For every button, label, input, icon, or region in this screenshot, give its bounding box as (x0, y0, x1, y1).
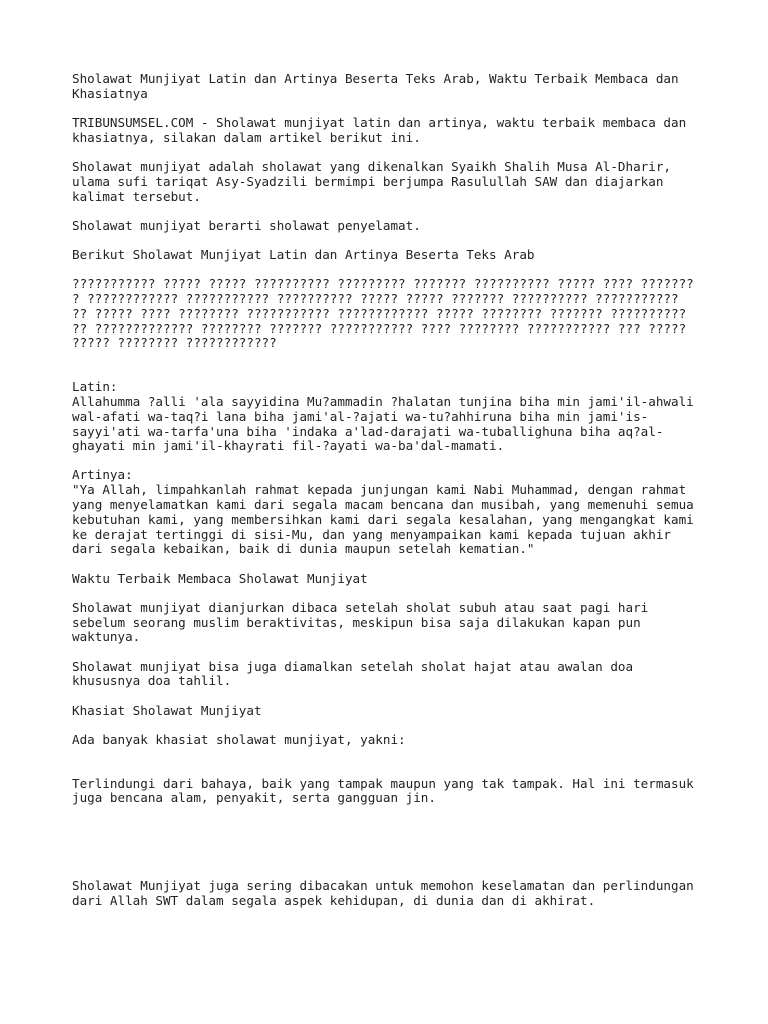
khasiat-item-1 (72, 777, 712, 807)
intro-paragraph (72, 116, 712, 146)
section-heading-latin: Berikut Sholawat Munjiyat Latin dan Artinya Beserta Teks Arab (72, 246, 535, 262)
text-line: dari segala kebaikan, baik di dunia maupun setelah kematian." (72, 541, 535, 557)
text-line: wal-afati wa-taq?i lana biha jami'al-?ajati wa-tu?ahhiruna biha min jami'is- (72, 408, 649, 424)
text-line: ????? ???????? ???????????? (72, 335, 277, 351)
text-line: Sholawat munjiyat bisa juga diamalkan setelah sholat hajat atau awalan doa (72, 658, 634, 674)
latin-label: Latin: (72, 379, 118, 395)
text-line: yang menyelamatkan kami dari segala macam bencana dan musibah, yang memenuhi semua (72, 497, 694, 513)
text-line: juga bencana alam, penyakit, serta gangguan jin. (72, 790, 436, 806)
khasiat-item-2 (72, 879, 712, 909)
text-line: waktunya. (72, 629, 141, 645)
text-line: TRIBUNSUMSEL.COM - Sholawat munjiyat latin dan artinya, waktu terbaik membaca dan (72, 114, 687, 130)
artinya-label: Artinya: (72, 467, 133, 483)
text-line: khususnya doa tahlil. (72, 673, 232, 689)
khasiat-intro: Ada banyak khasiat sholawat munjiyat, yakni: (72, 731, 406, 747)
document-page (72, 72, 712, 909)
definition-paragraph (72, 160, 712, 204)
waktu-paragraph-1 (72, 601, 712, 645)
text-line: Allahumma ?alli 'ala sayyidina Mu?ammadin ?halatan tunjina biha min jami'il-ahwali (72, 393, 694, 409)
section-heading-khasiat: Khasiat Sholawat Munjiyat (72, 702, 262, 718)
text-line: Sholawat Munjiyat juga sering dibacakan untuk memohon keselamatan dan perlindungan (72, 878, 694, 894)
latin-block (72, 380, 712, 454)
text-line: ? ???????????? ??????????? ?????????? ????? ????? ??????? ?????????? ??????????? (72, 290, 679, 306)
article-title (72, 72, 712, 102)
arabic-text-block (72, 277, 712, 351)
text-line: kalimat tersebut. (72, 188, 201, 204)
meaning-paragraph: Sholawat munjiyat berarti sholawat penyelamat. (72, 217, 421, 233)
text-line: ??????????? ????? ????? ?????????? ????????? ??????? ?????????? ????? ???? ??????? (72, 276, 694, 292)
text-line: Sholawat Munjiyat Latin dan Artinya Beserta Teks Arab, Waktu Terbaik Membaca dan (72, 71, 679, 86)
text-line: Terlindungi dari bahaya, baik yang tampak maupun yang tak tampak. Hal ini termasuk (72, 775, 694, 791)
translation-block (72, 468, 712, 557)
text-line: khasiatnya, silakan dalam artikel berikut ini. (72, 129, 421, 145)
text-line: ulama sufi tariqat Asy-Syadzili bermimpi berjumpa Rasulullah SAW dan diajarkan (72, 173, 664, 189)
text-line: ?? ????? ???? ???????? ??????????? ???????????? ????? ???????? ??????? ?????????? (72, 305, 687, 321)
waktu-paragraph-2 (72, 660, 712, 690)
section-heading-waktu: Waktu Terbaik Membaca Sholawat Munjiyat (72, 570, 368, 586)
text-line: Sholawat munjiyat adalah sholawat yang dikenalkan Syaikh Shalih Musa Al-Dharir, (72, 158, 671, 174)
text-line: sebelum seorang muslim beraktivitas, meskipun bisa saja dilakukan kapan pun (72, 614, 641, 630)
text-line: sayyi'ati wa-tarfa'una biha 'indaka a'lad-darajati wa-tuballighuna biha aq?al- (72, 423, 664, 439)
text-line: kebutuhan kami, yang membersihkan kami dari segala kesalahan, yang mengangkat kami (72, 511, 694, 527)
text-line: ke derajat tertinggi di sisi-Mu, dan yang menyampaikan kami kepada tujuan akhir (72, 526, 671, 542)
text-line: Sholawat munjiyat dianjurkan dibaca setelah sholat subuh atau saat pagi hari (72, 599, 649, 615)
text-line: Khasiatnya (72, 85, 148, 101)
text-line: dari Allah SWT dalam segala aspek kehidupan, di dunia dan di akhirat. (72, 892, 596, 908)
text-line: "Ya Allah, limpahkanlah rahmat kepada junjungan kami Nabi Muhammad, dengan rahmat (72, 482, 687, 498)
text-line: ghayati min jami'il-khayrati fil-?ayati wa-ba'dal-mamati. (72, 438, 505, 454)
text-line: ?? ????????????? ???????? ??????? ??????????? ???? ???????? ??????????? ??? ????? (72, 320, 687, 336)
